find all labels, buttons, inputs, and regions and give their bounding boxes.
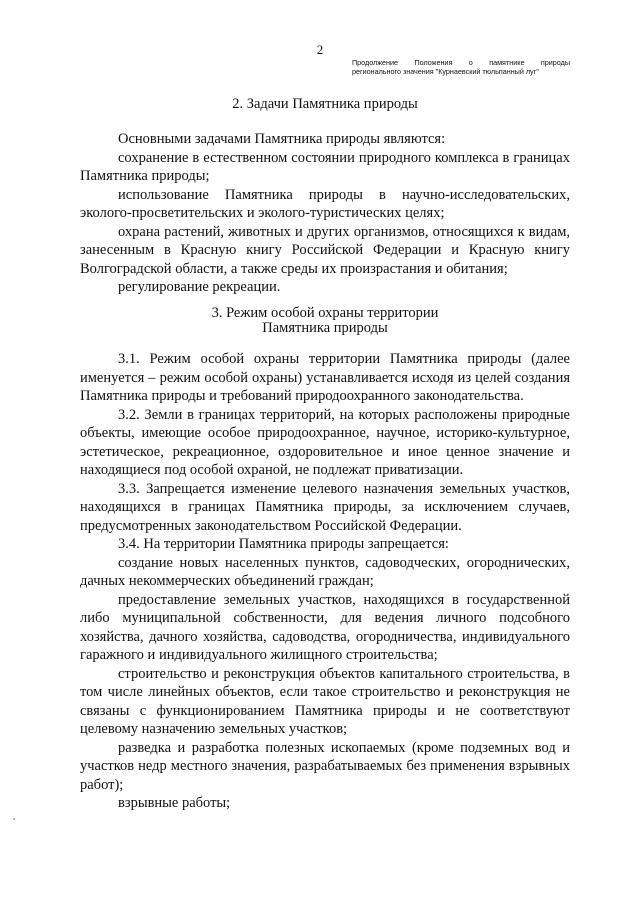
section2-body bbox=[80, 130, 570, 297]
section2-paragraph: регулирование рекреации. bbox=[118, 279, 281, 295]
section3-paragraph: предоставление земельных участков, находящихся в государственной либо муниципальной собственности, для ведения личного подсобного хозяйства, дачного хозяйства, садоводства, огородничества, индивидуального гаражного и индивидуального жилищного строительства; bbox=[80, 591, 570, 663]
header-note-line1: Продолжение Положения о памятнике природы bbox=[352, 58, 570, 67]
section3-paragraph: разведка и разработка полезных ископаемых (кроме подземных вод и участков недр местного значения, разрабатываемых без применения взрывных работ); bbox=[80, 739, 570, 793]
section3-paragraph: 3.2. Земли в границах территорий, на которых расположены природные объекты, имеющие особое природоохранное, научное, историко-культурное, эстетическое, рекреационное, оздоровительное и иное ценное значение и находящиеся под особой охраной, не подлежат приватизации. bbox=[80, 406, 570, 478]
section2-paragraph: охрана растений, животных и других организмов, относящихся к видам, занесенным в Красную книгу Российской Федерации и Красную книгу Волгоградской области, а также среды их произрастания и обитания; bbox=[80, 223, 570, 277]
section3-paragraph: 3.1. Режим особой охраны территории Памятника природы (далее именуется – режим особой охраны) устанавливается исходя из целей создания Памятника природы и требований природоохранного законодательства. bbox=[80, 351, 570, 404]
scan-speck bbox=[13, 818, 15, 820]
section3-title-line1: 3. Режим особой охраны территории bbox=[211, 305, 439, 321]
page-number: 2 bbox=[316, 42, 324, 57]
section2-paragraph: сохранение в естественном состоянии природного комплекса в границах Памятника природы; bbox=[80, 149, 570, 184]
section3-paragraph: 3.3. Запрещается изменение целевого назначения земельных участков, находящихся в границах Памятника природы, за исключением случаев, предусмотренных законодательством Российской Федерации. bbox=[80, 480, 570, 534]
header-note bbox=[352, 58, 570, 76]
header-note-line2: регионального значения "Курнаевский тюльпанный луг" bbox=[352, 67, 539, 76]
section3-title-line2: Памятника природы bbox=[262, 320, 388, 336]
section2-title: 2. Задачи Памятника природы bbox=[232, 96, 418, 112]
section3-paragraph: строительство и реконструкция объектов капитального строительства, в том числе линейных объектов, если такое строительство и реконструкция не связаны с функционированием Памятника природы и не соответствуют целевому назначению земельных участков; bbox=[80, 665, 570, 737]
section3-paragraph: создание новых населенных пунктов, садоводческих, огороднических, дачных некоммерческих объединений граждан; bbox=[80, 554, 570, 589]
section3-paragraph: взрывные работы; bbox=[118, 795, 231, 811]
section2-paragraph: использование Памятника природы в научно-исследовательских, эколого-просветительских и эколого-туристических целях; bbox=[80, 186, 570, 221]
section3-body bbox=[80, 350, 570, 813]
section3-title bbox=[80, 306, 570, 336]
section3-paragraph: 3.4. На территории Памятника природы запрещается: bbox=[118, 536, 449, 552]
section2-paragraph: Основными задачами Памятника природы являются: bbox=[118, 131, 446, 147]
